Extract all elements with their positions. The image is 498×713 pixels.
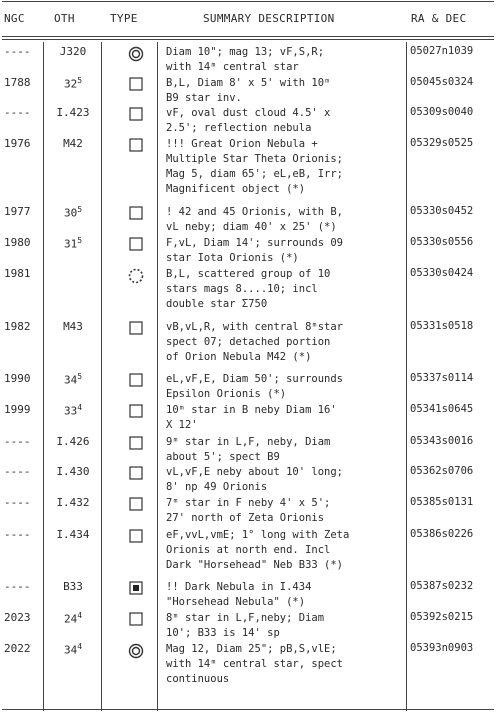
other-designation-text: 34 xyxy=(63,643,78,657)
bright-nebula-icon xyxy=(125,321,147,337)
object-type xyxy=(125,497,147,511)
other-designation-text: 33 xyxy=(63,404,78,418)
bright-nebula-icon xyxy=(125,237,147,253)
description-line: Dark "Horsehead" Neb B33 (*) xyxy=(166,559,344,571)
ra-dec: 05392s0215 xyxy=(410,611,474,623)
ra-dec: 05330s0424 xyxy=(410,267,474,279)
ra-dec: 05393n0903 xyxy=(410,642,474,654)
column-divider xyxy=(157,42,158,711)
description-line: 8ᵐ star in L,F,neby; Diam xyxy=(166,612,325,624)
other-designation-text: 31 xyxy=(63,237,78,251)
description-line: with 14ᵐ central star, spect xyxy=(166,658,344,670)
description-line: B,L, scattered group of 10 xyxy=(166,268,331,280)
header-oth: OTH xyxy=(54,12,75,25)
other-designation-superscript: 4 xyxy=(77,611,83,620)
description-line: double star Σ750 xyxy=(166,298,268,310)
description-line: eL,vF,E, Diam 50'; surrounds xyxy=(166,373,344,385)
other-designation xyxy=(50,137,96,150)
summary-description xyxy=(166,236,343,266)
description-line: Diam 10"; mag 13; vF,S,R; xyxy=(166,46,325,58)
other-designation xyxy=(50,611,96,626)
bright-nebula-icon xyxy=(125,206,147,222)
bright-nebula-icon xyxy=(125,612,147,628)
description-line: !! Dark Nebula in I.434 xyxy=(166,581,312,593)
description-line: vL,vF,E neby about 10' long; xyxy=(166,466,344,478)
bright-nebula-icon xyxy=(125,466,147,482)
description-line: 2.5'; reflection nebula xyxy=(166,122,312,134)
description-line: Multiple Star Theta Orionis; xyxy=(166,153,344,165)
description-line: vL neby; diam 40' x 25' (*) xyxy=(166,221,337,233)
description-line: with 14ᵐ central star xyxy=(166,61,299,73)
summary-description xyxy=(166,267,330,312)
open-cluster-icon xyxy=(125,268,147,284)
object-type xyxy=(125,612,147,626)
ngc-number: 1976 xyxy=(4,137,31,150)
object-type xyxy=(125,138,147,152)
other-designation-text: J320 xyxy=(59,45,87,58)
bright-nebula-icon xyxy=(125,373,147,389)
summary-description xyxy=(166,528,349,573)
other-designation xyxy=(50,45,96,58)
description-line: star Iota Orionis (*) xyxy=(166,252,299,264)
bright-nebula-icon xyxy=(125,77,147,93)
header-type: TYPE xyxy=(110,12,138,25)
summary-description xyxy=(166,137,343,197)
object-type xyxy=(125,321,147,335)
ra-dec: 05045s0324 xyxy=(410,76,474,88)
description-line: F,vL, Diam 14'; surrounds 09 xyxy=(166,237,344,249)
description-line: Mag 5, diam 65'; eL,eB, Irr; xyxy=(166,168,344,180)
object-type xyxy=(125,237,147,251)
object-type xyxy=(125,268,147,282)
other-designation-text: I.432 xyxy=(56,496,90,509)
bright-nebula-icon xyxy=(125,404,147,420)
ra-dec: 05329s0525 xyxy=(410,137,474,149)
header-rule xyxy=(2,36,494,37)
other-designation-superscript: 5 xyxy=(77,236,83,245)
ra-dec: 05330s0452 xyxy=(410,205,474,217)
ra-dec: 05337s0114 xyxy=(410,372,474,384)
summary-description xyxy=(166,372,343,402)
summary-description xyxy=(166,611,324,641)
ra-dec: 05343s0016 xyxy=(410,435,474,447)
other-designation xyxy=(50,205,96,220)
column-divider xyxy=(101,42,102,711)
other-designation-text: B33 xyxy=(63,580,83,593)
summary-description xyxy=(166,320,343,365)
summary-description xyxy=(166,435,330,465)
summary-description xyxy=(166,580,311,610)
planetary-nebula-icon xyxy=(125,643,147,659)
ngc-number: ---- xyxy=(4,496,31,509)
other-designation xyxy=(50,642,96,657)
ngc-number: 1982 xyxy=(4,320,31,333)
other-designation xyxy=(50,528,96,541)
ngc-number: ---- xyxy=(4,528,31,541)
description-line: vB,vL,R, with central 8ᵐstar xyxy=(166,321,344,333)
other-designation xyxy=(50,76,96,91)
dark-nebula-icon xyxy=(125,581,147,597)
other-designation xyxy=(50,580,96,593)
ngc-number: 1977 xyxy=(4,205,31,218)
description-line: spect 07; detached portion xyxy=(166,336,331,348)
ra-dec: 05309s0040 xyxy=(410,106,474,118)
other-designation-superscript: 5 xyxy=(77,76,83,85)
bright-nebula-icon xyxy=(125,436,147,452)
description-line: 7ᵐ star in F neby 4' x 5'; xyxy=(166,497,331,509)
summary-description xyxy=(166,403,337,433)
description-line: ! 42 and 45 Orionis, with B, xyxy=(166,206,344,218)
top-rule xyxy=(2,1,494,2)
object-type xyxy=(125,77,147,91)
description-line: about 5'; spect B9 xyxy=(166,451,280,463)
header-summary-description: SUMMARY DESCRIPTION xyxy=(203,12,335,25)
header-ra-dec: RA & DEC xyxy=(411,12,467,25)
description-line: X 12' xyxy=(166,419,198,431)
ngc-number: 1990 xyxy=(4,372,31,385)
other-designation xyxy=(50,320,96,333)
ngc-number: 2022 xyxy=(4,642,31,655)
object-type xyxy=(125,436,147,450)
object-type xyxy=(125,206,147,220)
bright-nebula-icon xyxy=(125,107,147,123)
summary-description xyxy=(166,465,343,495)
description-line: 9ᵐ star in L,F, neby, Diam xyxy=(166,436,331,448)
other-designation xyxy=(50,372,96,387)
ngc-number: 2023 xyxy=(4,611,31,624)
other-designation-superscript: 4 xyxy=(77,642,83,651)
column-divider xyxy=(406,42,407,711)
other-designation-text: M43 xyxy=(63,320,83,333)
ra-dec: 05341s0645 xyxy=(410,403,474,415)
summary-description xyxy=(166,642,343,687)
description-line: B9 star inv. xyxy=(166,92,242,104)
other-designation-text: 32 xyxy=(63,77,78,91)
ngc-number: 1981 xyxy=(4,267,31,280)
description-line: continuous xyxy=(166,673,230,685)
ngc-number: ---- xyxy=(4,435,31,448)
other-designation-text: 30 xyxy=(63,206,78,220)
ngc-number: 1788 xyxy=(4,76,31,89)
summary-description xyxy=(166,106,330,136)
object-type xyxy=(125,529,147,543)
object-type xyxy=(125,581,147,595)
object-type xyxy=(125,404,147,418)
description-line: stars mags 8....10; incl xyxy=(166,283,318,295)
other-designation-superscript: 5 xyxy=(77,372,83,381)
ra-dec: 05385s0131 xyxy=(410,496,474,508)
bottom-rule xyxy=(2,709,494,710)
other-designation xyxy=(50,236,96,251)
object-type xyxy=(125,46,147,60)
column-divider xyxy=(43,42,44,711)
ngc-number: ---- xyxy=(4,106,31,119)
other-designation-text: I.423 xyxy=(56,106,90,119)
description-line: 10'; B33 is 14' sp xyxy=(166,627,280,639)
description-line: 8' np 49 Orionis xyxy=(166,481,268,493)
object-type xyxy=(125,466,147,480)
ra-dec: 05027n1039 xyxy=(410,45,474,57)
bright-nebula-icon xyxy=(125,497,147,513)
other-designation-text: 24 xyxy=(63,612,78,626)
ngc-number: ---- xyxy=(4,580,31,593)
bright-nebula-icon xyxy=(125,529,147,545)
description-line: eF,vvL,vmE; 1° long with Zeta xyxy=(166,529,350,541)
summary-description xyxy=(166,205,343,235)
description-line: Epsilon Orionis (*) xyxy=(166,388,287,400)
description-line: Magnificent object (*) xyxy=(166,183,306,195)
object-type xyxy=(125,107,147,121)
other-designation xyxy=(50,496,96,509)
other-designation-text: I.426 xyxy=(56,435,90,448)
description-line: Mag 12, Diam 25"; pB,S,vlE; xyxy=(166,643,337,655)
bright-nebula-icon xyxy=(125,138,147,154)
summary-description xyxy=(166,45,324,75)
ngc-number: ---- xyxy=(4,465,31,478)
other-designation-superscript: 5 xyxy=(77,205,83,214)
description-line: 27' north of Zeta Orionis xyxy=(166,512,325,524)
description-line: !!! Great Orion Nebula + xyxy=(166,138,318,150)
ngc-number: ---- xyxy=(4,45,31,58)
description-line: "Horsehead Nebula" (*) xyxy=(166,596,306,608)
description-line: B,L, Diam 8' x 5' with 10ᵐ xyxy=(166,77,331,89)
other-designation xyxy=(50,435,96,448)
other-designation xyxy=(50,403,96,418)
other-designation-superscript: 4 xyxy=(77,403,83,412)
header-rule-double xyxy=(2,39,494,40)
object-type xyxy=(125,643,147,657)
other-designation-text: M42 xyxy=(63,137,83,150)
description-line: 10ᵐ star in B neby Diam 16' xyxy=(166,404,337,416)
other-designation-text: I.434 xyxy=(56,528,90,541)
object-type xyxy=(125,373,147,387)
summary-description xyxy=(166,496,330,526)
description-line: vF, oval dust cloud 4.5' x xyxy=(166,107,331,119)
other-designation-text: I.430 xyxy=(56,465,90,478)
description-line: Orionis at north end. Incl xyxy=(166,544,331,556)
ngc-number: 1980 xyxy=(4,236,31,249)
ra-dec: 05362s0706 xyxy=(410,465,474,477)
other-designation xyxy=(50,106,96,119)
ra-dec: 05331s0518 xyxy=(410,320,474,332)
ra-dec: 05330s0556 xyxy=(410,236,474,248)
planetary-nebula-icon xyxy=(125,46,147,62)
summary-description xyxy=(166,76,330,106)
header-ngc: NGC xyxy=(4,12,25,25)
other-designation xyxy=(50,465,96,478)
ngc-number: 1999 xyxy=(4,403,31,416)
ra-dec: 05387s0232 xyxy=(410,580,474,592)
ra-dec: 05386s0226 xyxy=(410,528,474,540)
other-designation-text: 34 xyxy=(63,373,78,387)
description-line: of Orion Nebula M42 (*) xyxy=(166,351,312,363)
